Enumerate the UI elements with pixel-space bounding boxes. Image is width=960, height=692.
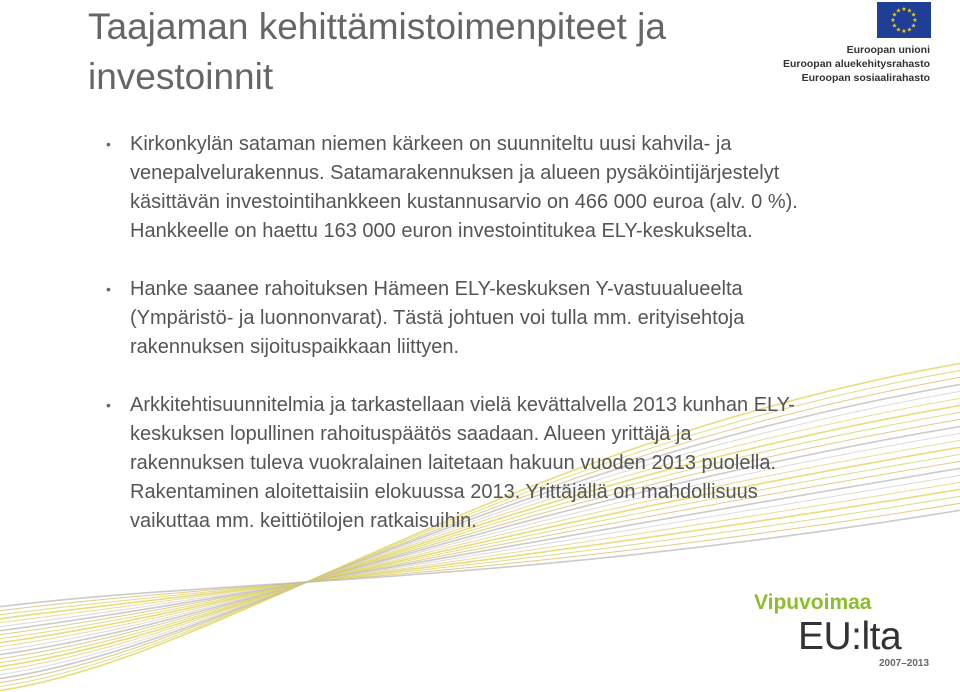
eu-star-icon: ★ xyxy=(912,17,918,24)
eu-star-icon: ★ xyxy=(891,11,898,19)
eu-logo-line-1: Euroopan unioni xyxy=(846,44,930,56)
bullet-item-1 xyxy=(104,130,804,246)
eu-star-icon: ★ xyxy=(895,26,902,34)
bullet-dot-icon: • xyxy=(106,281,111,297)
eu-star-icon: ★ xyxy=(901,6,907,13)
eu-star-icon: ★ xyxy=(910,11,917,19)
bullet-text: Hanke saanee rahoituksen Hämeen ELY-keskuksen Y-vastuualueelta (Ympäristö- ja luonnonvarat). Tästä johtuen voi tulla mm. erityisehtoja rakennuksen sijoituspaikkaan liittyen. xyxy=(130,278,745,358)
bullet-item-3 xyxy=(104,391,804,536)
vipuvoimaa-years: 2007–2013 xyxy=(879,658,930,669)
eu-star-icon: ★ xyxy=(906,26,913,34)
eu-logo-line-3: Euroopan sosiaalirahasto xyxy=(801,72,930,84)
vipuvoimaa-title: Vipuvoimaa xyxy=(754,591,872,614)
eu-star-icon: ★ xyxy=(906,7,913,15)
eu-logo-line-2: Euroopan aluekehitysrahasto xyxy=(782,58,930,70)
bullet-list xyxy=(104,130,804,536)
bullet-text: Kirkonkylän sataman niemen kärkeen on suunniteltu uusi kahvila- ja venepalvelurakennus. Satamarakennuksen ja alueen pysäköintijärjestelyt käsittävän investointihankkeen kustannusarvio on 466 000 euroa (alv. 0 %). Hankkeelle on haettu 163 000 euron investointitukea ELY-keskukselta. xyxy=(130,133,798,242)
eu-star-icon: ★ xyxy=(910,22,917,30)
eu-star-icon: ★ xyxy=(890,17,896,24)
bullet-item-2 xyxy=(104,275,804,362)
eu-star-icon: ★ xyxy=(901,28,907,35)
vipuvoimaa-logo xyxy=(754,590,944,680)
vipuvoimaa-eu-text: EU:lta xyxy=(798,615,902,658)
eu-star-icon: ★ xyxy=(891,22,898,30)
bullet-dot-icon: • xyxy=(106,397,111,413)
bullet-text: Arkkitehtisuunnitelmia ja tarkastellaan vielä kevättalvella 2013 kunhan ELY-keskuksen lopullinen rahoituspäätös saadaan. Alueen yrittäjä ja rakennuksen tuleva vuokralainen laitetaan hakuun vuoden 2013 puolella. Rakentaminen aloitettaisiin elokuussa 2013. Yrittäjällä on mahdollisuus vaikuttaa mm. keittiötilojen ratkaisuihin. xyxy=(130,394,795,532)
slide-title: Taajaman kehittämistoimenpiteet ja investoinnit xyxy=(88,6,666,97)
eu-flag-icon xyxy=(877,2,931,38)
eu-logo xyxy=(784,2,954,86)
eu-star-icon: ★ xyxy=(895,7,902,15)
bullet-dot-icon: • xyxy=(106,136,111,152)
